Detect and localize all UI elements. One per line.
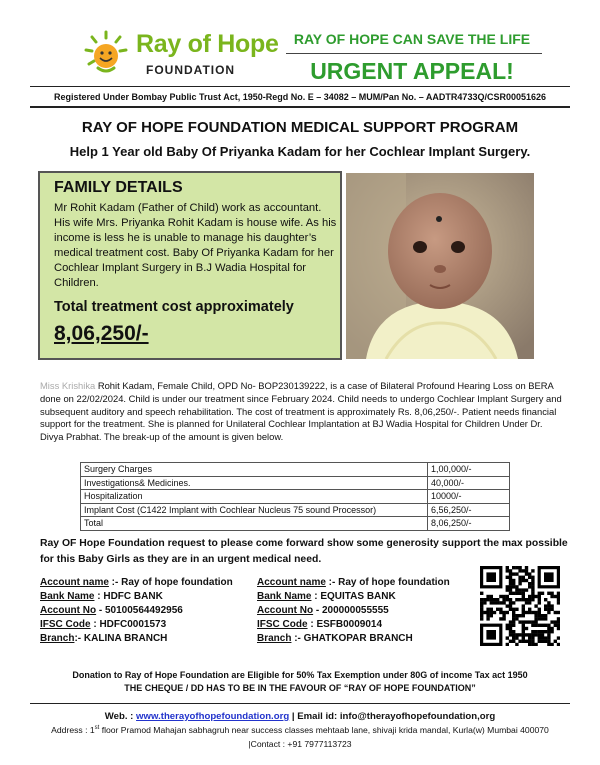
cost-amount: 8,06,250/- — [428, 517, 510, 531]
bank-value: - 50100564492956 — [96, 605, 183, 616]
web-label: Web. : — [104, 711, 137, 722]
cost-item: Hospitalization — [81, 490, 428, 504]
bank-value: :- KALINA BRANCH — [74, 633, 168, 644]
cost-amount: 6,56,250/- — [428, 503, 510, 517]
baby-photo — [346, 173, 534, 359]
logo-subtitle: FOUNDATION — [146, 63, 236, 77]
family-details-heading: FAMILY DETAILS — [54, 179, 183, 196]
address-line — [30, 725, 570, 735]
table-row — [81, 517, 510, 531]
email-text: | Email id: info@therayofhopefoundation,org — [289, 711, 496, 722]
bank-details-equitas — [257, 576, 450, 646]
urgent-appeal-heading: URGENT APPEAL! — [310, 58, 514, 84]
bank-value: :- GHATKOPAR BRANCH — [291, 633, 413, 644]
cost-breakdown-table — [80, 462, 510, 531]
bank-key: Account name — [257, 577, 326, 588]
case-description — [40, 380, 562, 444]
family-details-text: Mr Rohit Kadam (Father of Child) work as accountant. His wife Mrs. Priyanka Rohit Kadam is house wife. As his income is less he is unable to manage his daughter’s medical treatment cost. Baby Of Priyanka Kadam for her Cochlear Implant Surgery in B.J Wadia Hospital for Children. — [54, 202, 337, 289]
bank-key: IFSC Code — [40, 619, 91, 630]
bank-value: : EQUITAS BANK — [311, 591, 396, 602]
address-rest: floor Pramod Mahajan sabhagruh near success classes mehtaab lane, shivaji krida mandal, Kurla(w) Mumbai 400070 — [99, 725, 549, 735]
contact-line: |Contact : +91 7977113723 — [248, 739, 352, 749]
total-cost-label: Total treatment cost approximately — [54, 299, 294, 315]
registration-line: Registered Under Bombay Public Trust Act, 1950-Regd No. E – 34082 – MUM/Pan No. – AADTR4733Q/CSR00051626 — [54, 92, 546, 102]
divider — [30, 703, 570, 704]
cost-item: Implant Cost (C1422 Implant with Cochlear Nucleus 75 sound Processor) — [81, 503, 428, 517]
bank-key: Branch — [40, 633, 75, 644]
bank-value: :- Ray of hope foundation — [108, 577, 233, 588]
address-sup: st — [94, 725, 100, 732]
tagline: RAY OF HOPE CAN SAVE THE LIFE — [293, 31, 531, 47]
tax-exemption-line: Donation to Ray of Hope Foundation are Eligible for 50% Tax Exemption under 80G of income Tax act 1950 — [72, 670, 528, 680]
table-row — [81, 476, 510, 490]
cost-amount: 10000/- — [428, 490, 510, 504]
website-link[interactable]: www.therayofhopefoundation.org — [136, 711, 290, 722]
address-prefix: Address : 1 — [51, 725, 95, 735]
tagline-divider — [286, 53, 542, 54]
program-title: RAY OF HOPE FOUNDATION MEDICAL SUPPORT PROGRAM — [81, 119, 519, 136]
bank-details-hdfc — [40, 576, 233, 646]
table-row — [81, 463, 510, 477]
bank-key: Account No — [257, 605, 314, 616]
bank-key: Branch — [257, 633, 292, 644]
web-email-line — [30, 711, 570, 722]
cost-item: Total — [81, 517, 428, 531]
divider — [30, 106, 570, 108]
total-cost-amount: 8,06,250/- — [54, 322, 149, 345]
logo-title: Ray of Hope — [136, 30, 279, 58]
cost-amount: 40,000/- — [428, 476, 510, 490]
bank-key: Bank Name — [40, 591, 95, 602]
bank-key: Account No — [40, 605, 97, 616]
program-subtitle: Help 1 Year old Baby Of Priyanka Kadam for her Cochlear Implant Surgery. — [69, 144, 531, 159]
bank-value: : HDFC BANK — [94, 591, 163, 602]
cheque-instruction: THE CHEQUE / DD HAS TO BE IN THE FAVOUR OF “RAY OF HOPE FOUNDATION” — [124, 683, 476, 693]
table-row — [81, 490, 510, 504]
bank-value: : HDFC0001573 — [90, 619, 167, 630]
bank-value: - 200000055555 — [313, 605, 389, 616]
bank-key: IFSC Code — [257, 619, 308, 630]
divider — [30, 86, 570, 87]
bank-value: :- Ray of hope foundation — [325, 577, 450, 588]
qr-code-icon — [480, 566, 560, 646]
blurred-patient-name: Miss Krishika — [40, 380, 96, 391]
bank-value: : ESFB0009014 — [307, 619, 383, 630]
cost-item: Surgery Charges — [81, 463, 428, 477]
bank-key: Bank Name — [257, 591, 312, 602]
cost-amount: 1,00,000/- — [428, 463, 510, 477]
case-text: Rohit Kadam, Female Child, OPD No- BOP230139222, is a case of Bilateral Profound Hearing Loss on BERA done on 22/02/2024. Child is under our treatment since February 2024. Child needs to undergo Cochlear Implant Surgery and subsequent auditory and speech rehabilitation. The cost of treatment is approximately Rs. 8,06,250/-. Patient needs financial support for the treatment. She is planned for Unilateral Cochlear Implantation at BJ Wadia Hospital for Children Under Dr. Divya Prabhat. The break-up of the amount is given below. — [40, 380, 562, 443]
family-details-box — [38, 171, 342, 360]
cost-item: Investigations& Medicines. — [81, 476, 428, 490]
table-row — [81, 503, 510, 517]
appeal-text: Ray OF Hope Foundation request to please come forward show some generosity support the max possible for this Baby Girls as they are in an urgent medical need. — [40, 538, 568, 565]
sun-logo-icon — [84, 30, 128, 76]
bank-key: Account name — [40, 577, 109, 588]
